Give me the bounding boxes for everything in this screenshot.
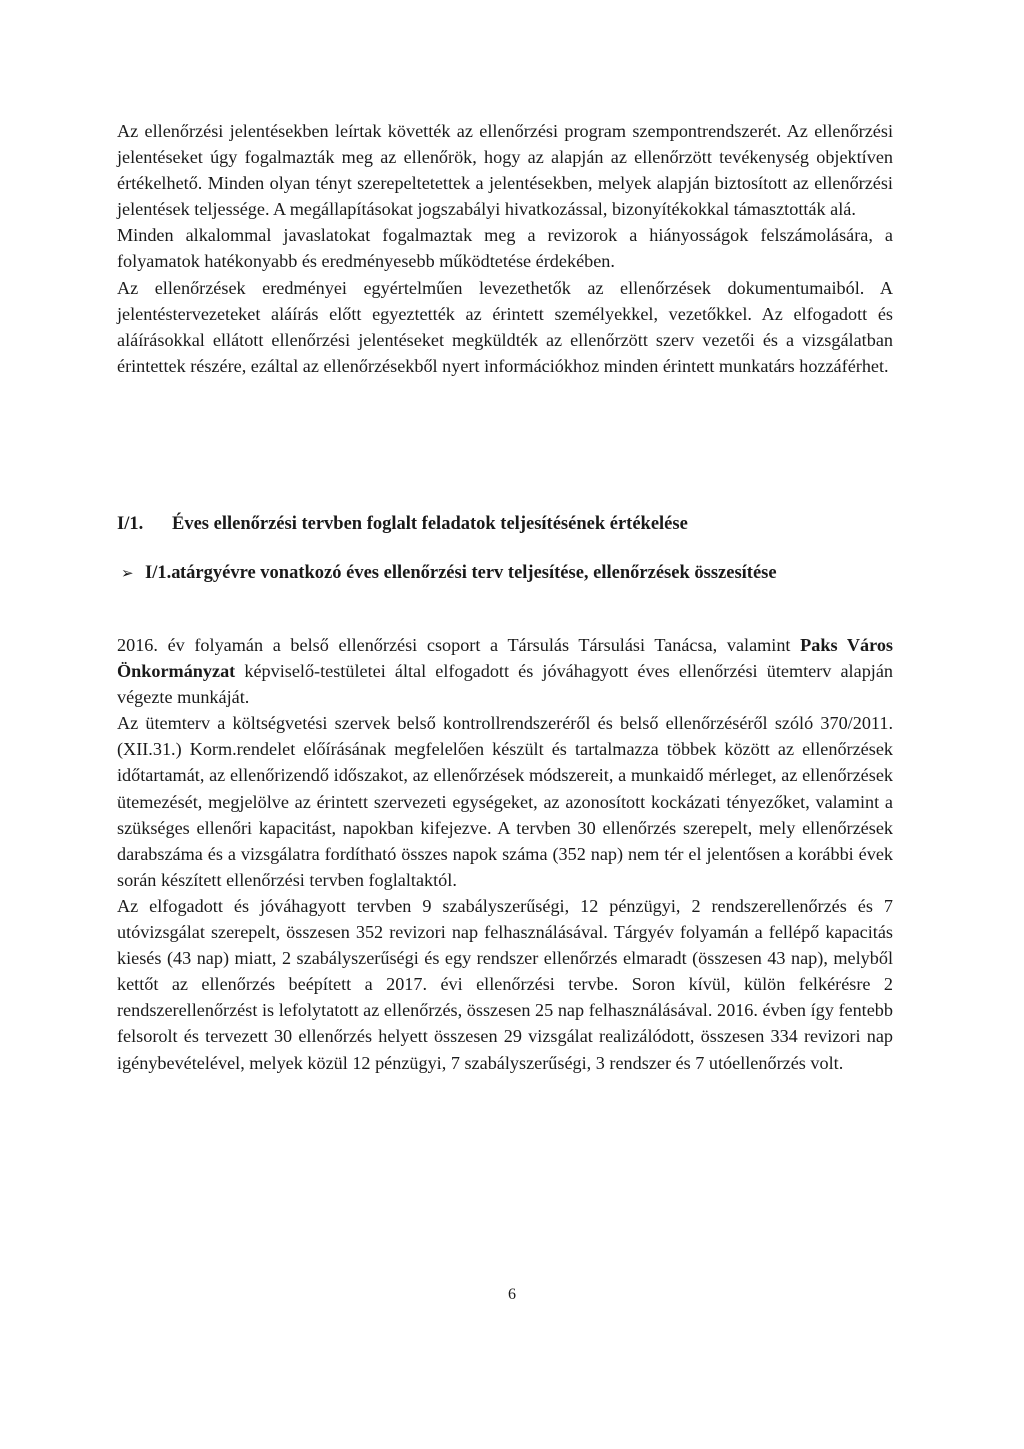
arrow-bullet-icon: ➢: [121, 564, 134, 582]
intro-block: [117, 118, 893, 379]
section-heading-2: [117, 560, 893, 586]
section-paragraph-2: Az ütemterv a költségvetési szervek belső kontrollrendszeréről és belső ellenőrzéséről szóló 370/2011. (XII.31.) Korm.rendelet előírásának megfelelően készült és tartalmazza többek között az ellenőrzések időtartamát, az ellenőrizendő időszakot, az ellenőrzések módszereit, a munkaidő mérleget, az ellenőrzések ütemezését, megjelölve az érintett szervezeti egységeket, az azonosított kockázati tényezőket, valamint a szükséges ellenőri kapacitást, napokban kifejezve. A tervben 30 ellenőrzés szerepelt, mely ellenőrzések darabszáma és a vizsgálatra fordítható összes napok száma (352 nap) nem tér el jelentősen a korábbi évek során készített ellenőrzési tervben foglaltaktól.: [117, 713, 893, 890]
intro-paragraph-3: Az ellenőrzések eredményei egyértelműen levezethetők az ellenőrzések dokumentumaiból. A jelentéstervezeteket aláírás előtt egyeztették az érintett személyekkel, vezetőkkel. Az elfogadott és aláírásokkal ellátott ellenőrzési jelentéseket megküldték az ellenőrzött szerv vezetői és a vizsgálatban érintettek részére, ezáltal az ellenőrzésekből nyert információkhoz minden érintett munkatárs hozzáférhet.: [117, 277, 893, 376]
section-body: [117, 632, 893, 1076]
intro-paragraph-2: Minden alkalommal javaslatokat fogalmaztak meg a revizorok a hiányosságok felszámolására, a folyamatok hatékonyabb és eredményesebb működtetése érdekében.: [117, 225, 893, 272]
section-heading-1: [117, 511, 893, 537]
page-number: 6: [508, 1286, 516, 1303]
intro-paragraph-1: Az ellenőrzési jelentésekben leírtak követték az ellenőrzési program szempontrendszerét. Az ellenőrzési jelentéseket úgy fogalmazták meg az ellenőrök, hogy az alapján az ellenőrzött tevékenység objektíven értékelhető. Minden olyan tényt szerepeltetettek a jelentésekben, melyek alapján biztosított az ellenőrzési jelentések teljessége. A megállapításokat jogszabályi hivatkozással, bizonyítékokkal támasztották alá.: [117, 121, 893, 220]
section-paragraph-1-bold: Paks Város Önkormányzat: [117, 635, 894, 682]
section-paragraph-3: Az elfogadott és jóváhagyott tervben 9 szabályszerűségi, 12 pénzügyi, 2 rendszerellenőrzés és 7 utóvizsgálat szerepelt, összesen 352 revizori nap felhasználásával. Tárgyév folyamán a fellépő kapacitás kiesés (43 nap) miatt, 2 szabályszerűségi és egy rendszer ellenőrzés elmaradt (összesen 43 nap), melyből kettőt az ellenőrzés beépített a 2017. évi ellenőrzési tervbe. Soron kívül, külön felkérésre 2 rendszerellenőrzést is lefolytatott az ellenőrzés, összesen 25 nap felhasználásával. 2016. évben így fentebb felsorolt és tervezett 30 ellenőrzés helyett összesen 29 vizsgálat realizálódott, összesen 334 revizori nap igénybevételével, melyek közül 12 pénzügyi, 7 szabályszerűségi, 3 rendszer és 7 utóellenőrzés volt.: [117, 895, 893, 1073]
document-page: [117, 118, 894, 1073]
section-paragraph-1-start: 2016. év folyamán a belső ellenőrzési csoport a Társulás Társulási Tanácsa, valamint: [117, 635, 791, 655]
section-heading-2-title: tárgyévre vonatkozó éves ellenőrzési terv teljesítése, ellenőrzések összesítése: [180, 563, 777, 583]
section-heading-1-title: Éves ellenőrzési tervben foglalt feladatok teljesítésének értékelése: [172, 514, 688, 534]
section-heading-1-number: I/1.: [117, 514, 144, 534]
section-heading-2-number: I/1.a.: [145, 563, 186, 583]
section-paragraph-1-end: képviselő-testületei által elfogadott és jóváhagyott éves ellenőrzési ütemterv alapján végezte munkáját.: [117, 661, 894, 708]
section-paragraph-1: [117, 632, 893, 710]
